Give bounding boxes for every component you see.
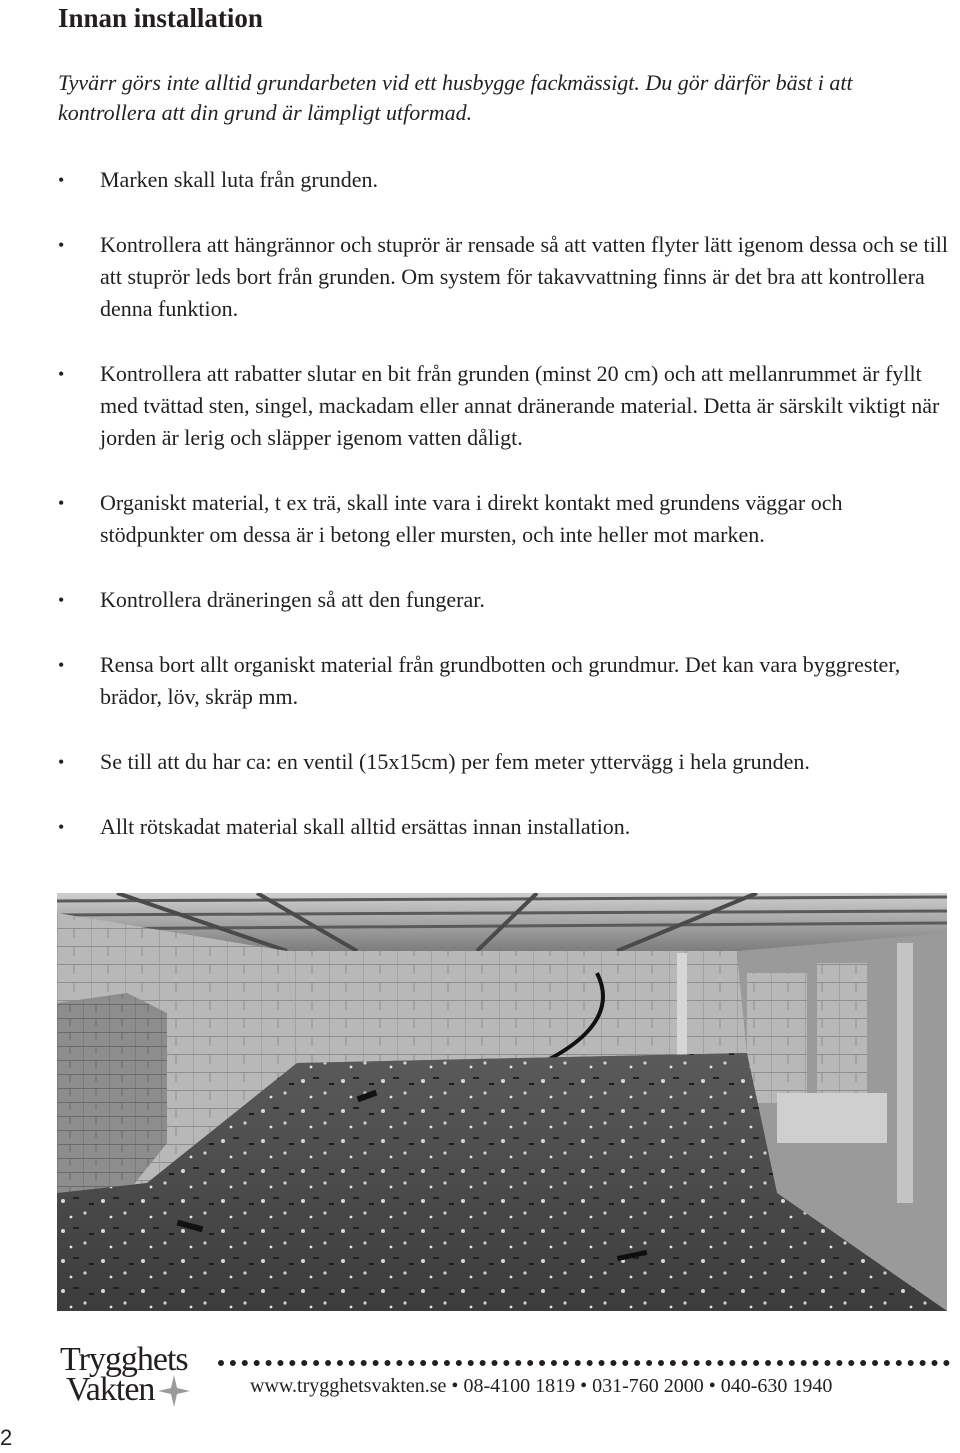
list-item — [58, 164, 948, 196]
star-icon — [158, 1375, 190, 1407]
list-item — [58, 649, 948, 713]
bullet-icon: • — [58, 817, 65, 837]
page-number: 2 — [0, 1425, 13, 1450]
list-item — [58, 487, 948, 551]
bullet-icon: • — [58, 364, 65, 384]
list-item — [58, 229, 948, 325]
page-title: Innan installation — [58, 3, 263, 33]
list-item-text: Kontrollera att hängrännor och stuprör är rensade så att vatten flyter lätt igenom dessa och se till att stuprör leds bort från grunden. Om system för takavvattning finns är det bra att kontrollera denna funktion. — [100, 232, 948, 321]
list-item-text: Kontrollera dräneringen så att den fungerar. — [100, 587, 485, 612]
list-item-text: Kontrollera att rabatter slutar en bit från grunden (minst 20 cm) och att mellanrummet är fyllt med tvättad sten, singel, mackadam eller annat dränerande material. Detta är särskilt viktigt när jorden är lerig och släpper igenom vatten dåligt. — [100, 361, 940, 450]
contact-info: www.trygghetsvakten.se • 08-4100 1819 • 031-760 2000 • 040-630 1940 — [250, 1375, 833, 1397]
bullet-icon: • — [58, 170, 65, 190]
list-item-text: Se till att du har ca: en ventil (15x15cm) per fem meter yttervägg i hela grunden. — [100, 749, 810, 774]
list-item-text: Allt rötskadat material skall alltid ersättas innan installation. — [100, 814, 631, 839]
logo-text-line2: Vakten — [66, 1371, 155, 1408]
bullet-icon: • — [58, 752, 65, 772]
list-item-text: Rensa bort allt organiskt material från grundbotten och grundmur. Det kan vara byggrester, brädor, löv, skräp mm. — [100, 652, 901, 709]
crawlspace-illustration — [57, 893, 947, 1311]
list-item-text: Marken skall luta från grunden. — [100, 167, 378, 192]
list-item — [58, 811, 948, 843]
checklist — [58, 164, 948, 876]
bullet-icon: • — [58, 493, 65, 513]
list-item — [58, 746, 948, 778]
intro-text: Tyvärr görs inte alltid grundarbeten vid ett husbygge fackmässigt. Du gör därför bäst i att kontrollera att din grund är lämpligt utformad. — [58, 70, 853, 125]
crawlspace-photo — [57, 893, 947, 1311]
bullet-icon: • — [58, 235, 65, 255]
bullet-icon: • — [58, 590, 65, 610]
list-item-text: Organiskt material, t ex trä, skall inte vara i direkt kontakt med grundens väggar och stödpunkter om dessa är i betong eller mursten, och inte heller mot marken. — [100, 490, 843, 547]
tryggetsvakten-logo — [58, 1343, 198, 1409]
bullet-icon: • — [58, 655, 65, 675]
list-item — [58, 584, 948, 616]
logo-text-line1: Trygghets — [60, 1341, 188, 1378]
list-item — [58, 358, 948, 454]
footer-divider — [218, 1360, 950, 1366]
